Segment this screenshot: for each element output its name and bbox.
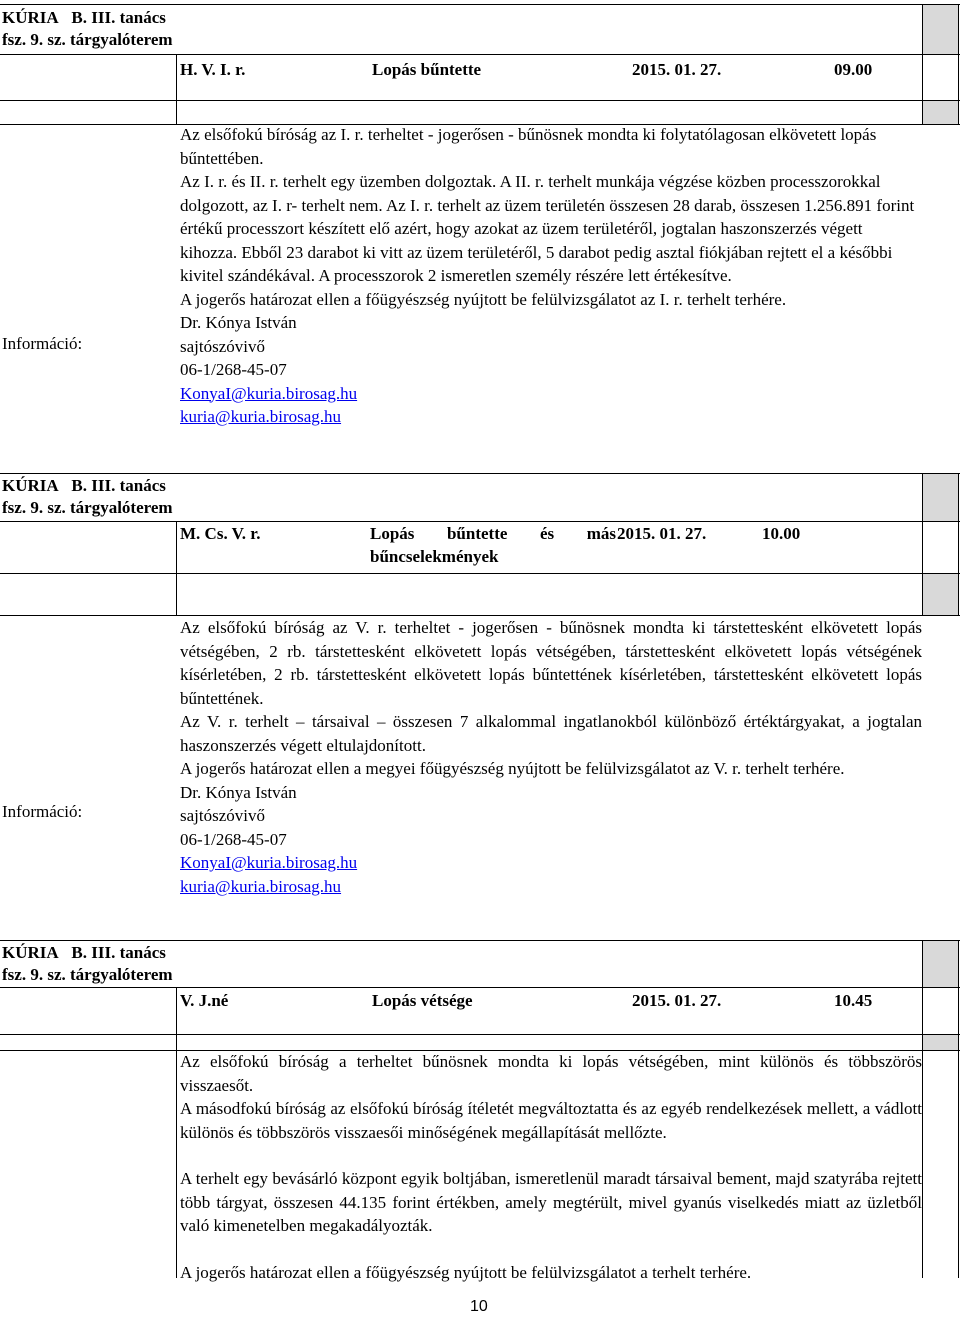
paragraph: A másodfokú bíróság az elsőfokú bíróság ítéletét megváltoztatta és az egyéb rendelkezések mellett, a vádlott különös és többszörös visszaesői minőségének megállapítását mellőzte. <box>180 1099 922 1142</box>
case-summary <box>180 123 920 429</box>
contact-role: sajtószóvivő <box>180 806 265 825</box>
email-link[interactable]: kuria@kuria.birosag.hu <box>180 407 342 426</box>
spacer <box>180 1238 922 1261</box>
room-name: fsz. 9. sz. tárgyalóterem <box>2 498 173 517</box>
email-link[interactable]: kuria@kuria.birosag.hu <box>180 876 342 896</box>
table-border <box>0 987 960 988</box>
info-label: Információ: <box>2 334 83 353</box>
court-name: KÚRIA <box>2 943 59 962</box>
contact-role: sajtószóvivő <box>180 336 265 356</box>
hearing-time: 09.00 <box>834 60 873 79</box>
table-border <box>922 473 923 615</box>
table-border <box>958 473 959 615</box>
case-summary <box>180 1050 922 1284</box>
hearing-date: 2015. 01. 27. <box>617 524 707 543</box>
table-border <box>0 100 960 101</box>
table-border <box>0 940 960 941</box>
hearing-date: 2015. 01. 27. <box>632 991 722 1010</box>
council-name: B. III. tanács <box>71 943 166 962</box>
table-border <box>922 940 923 1278</box>
paragraph: Az elsőfokú bíróság az V. r. terheltet - jogerősen - bűnösnek mondta ki társtettesként elkövetett lopás vétségében, 2 rb. társtettesként elkövetett lopás vétségében, társtettesként elkövetett lopás vétségének kísérletében, 2 rb. társtettesként elkövetett lopás bűntettének kísérletében, társtettesként elkövetett lopás bűntettének. <box>180 618 922 708</box>
court-heading <box>2 475 166 497</box>
paragraph: Az elsőfokú bíróság az I. r. terheltet - jogerősen - bűnösnek mondta ki folytatólagosan elkövetett lopás bűntettében. <box>180 125 877 168</box>
charge-continued: bűncselekmények <box>370 547 499 566</box>
table-border <box>922 4 923 124</box>
council-name: B. III. tanács <box>71 8 166 27</box>
table-border <box>0 54 960 55</box>
spacer <box>180 1144 922 1167</box>
case-summary <box>180 616 922 898</box>
court-heading <box>2 942 166 964</box>
court-name: KÚRIA <box>2 8 59 27</box>
paragraph: A terhelt egy bevásárló központ egyik boltjában, ismeretlenül maradt társaival bement, majd szatyrába rejtett több tárgyat, összesen 44.135 forint értékben, amely megtérült, mivel gyanús viselkedés miatt az üzletből való kimenetelben megakadályozták. <box>180 1169 922 1235</box>
court-name: KÚRIA <box>2 476 59 495</box>
contact-name: Dr. Kónya István <box>180 782 297 802</box>
paragraph: A jogerős határozat ellen a megyei főügyészség nyújtott be felülvizsgálatot az V. r. terhelt terhére. <box>180 759 845 778</box>
hearing-time: 10.45 <box>834 991 873 1010</box>
table-border <box>0 473 960 474</box>
contact-phone: 06-1/268-45-07 <box>180 829 287 849</box>
table-border <box>176 54 177 124</box>
council-name: B. III. tanács <box>71 476 166 495</box>
header-shade <box>922 940 958 987</box>
defendant: M. Cs. V. r. <box>180 524 261 543</box>
table-border <box>958 4 959 124</box>
table-border <box>0 521 960 522</box>
info-label: Információ: <box>2 802 83 821</box>
charge: Lopás bűntette <box>372 60 482 79</box>
room-name: fsz. 9. sz. tárgyalóterem <box>2 30 173 49</box>
table-border <box>0 4 960 5</box>
paragraph: A jogerős határozat ellen a főügyészség nyújtott be felülvizsgálatot a terhelt terhére. <box>180 1262 752 1282</box>
header-shade <box>922 573 958 615</box>
email-link[interactable]: KonyaI@kuria.birosag.hu <box>180 853 358 872</box>
charge: Lopás vétsége <box>372 991 473 1010</box>
paragraph: Az V. r. terhelt – társaival – összesen 7 alkalommal ingatlanokból különböző értéktárgyakat, a jogtalan haszonszerzés végett eltulajdonított. <box>180 712 922 755</box>
paragraph: Az elsőfokú bíróság a terheltet bűnösnek mondta ki lopás vétségében, mint különös és többszörös visszaesőt. <box>180 1052 922 1095</box>
contact-name: Dr. Kónya István <box>180 313 297 332</box>
charge: Lopás bűntette és más <box>370 524 616 543</box>
page-number: 10 <box>470 1298 488 1315</box>
contact-phone: 06-1/268-45-07 <box>180 360 287 379</box>
hearing-time: 10.00 <box>762 524 801 543</box>
table-border <box>176 521 177 615</box>
hearing-date: 2015. 01. 27. <box>632 60 722 79</box>
header-shade <box>922 1034 958 1050</box>
table-border <box>176 987 177 1278</box>
paragraph: A jogerős határozat ellen a főügyészség nyújtott be felülvizsgálatot az I. r. terhelt terhére. <box>180 289 787 309</box>
defendant: V. J.né <box>180 991 229 1010</box>
email-link[interactable]: KonyaI@kuria.birosag.hu <box>180 383 358 403</box>
paragraph: Az I. r. és II. r. terhelt egy üzemben dolgoztak. A II. r. terhelt munkája végzése közben processzorokkal dolgozott, az I. r- terhelt nem. Az I. r. terhelt az üzem területén összesen 28 darab, összesen 1.256.891 forint értékű processzort készített elő azért, hogy azokat az üzem területéről, jogtalan haszonszerzés végett kihozza. Ebből 23 darabot ki vitt az üzem területéről, 5 darabot pedig asztal fiókjában rejtett el a későbbi kivitel szándékával. A processzorok 2 ismeretlen személy részére lett értékesítve. <box>180 172 915 285</box>
header-shade <box>922 473 958 521</box>
defendant: H. V. I. r. <box>180 60 246 79</box>
court-heading <box>2 7 166 29</box>
header-shade <box>922 4 958 54</box>
table-border <box>0 573 960 574</box>
table-border <box>958 940 959 1278</box>
room-name: fsz. 9. sz. tárgyalóterem <box>2 965 173 984</box>
table-border <box>0 1034 960 1035</box>
header-shade <box>922 100 958 124</box>
